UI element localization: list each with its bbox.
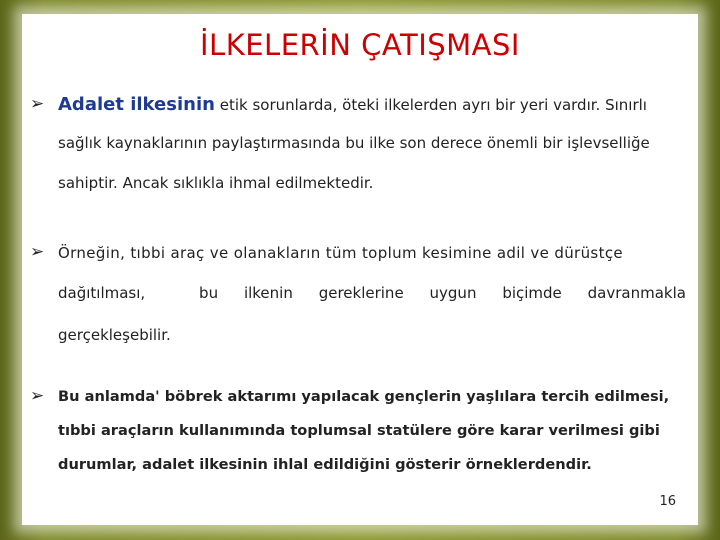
page-number: 16 (659, 494, 676, 509)
arrow-bullet-icon: ➢ (30, 242, 45, 262)
bullet-3-line-3: durumlar, adalet ilkesinin ihlal edildiğini gösterir örneklerdendir. (58, 456, 592, 473)
slide (22, 14, 698, 525)
arrow-bullet-icon: ➢ (30, 94, 45, 114)
bullet-1-line-1 (58, 94, 647, 115)
word: dağıtılması, (58, 284, 146, 302)
arrow-bullet-icon: ➢ (30, 386, 45, 406)
bullet-3-line-2: tıbbi araçların kullanımında toplumsal statülere göre karar verilmesi gibi (58, 422, 660, 439)
bullet-2-line-3: gerçekleşebilir. (58, 326, 171, 344)
word: gereklerine (318, 284, 404, 302)
bullet-2-line-2 (58, 284, 686, 302)
bullet-3-line-1: Bu anlamda' böbrek aktarımı yapılacak gençlerin yaşlılara tercih edilmesi, (58, 388, 670, 405)
slide-title: İLKELERİN ÇATIŞMASI (200, 28, 520, 62)
word: ilkenin (243, 284, 293, 302)
bullet-2-line-1: Örneğin, tıbbi araç ve olanakların tüm toplum kesimine adil ve dürüstçe (58, 244, 623, 262)
word: davranmakla (587, 284, 686, 302)
bullet-1-line-1-text: etik sorunlarda, öteki ilkelerden ayrı bir yeri vardır. Sınırlı (219, 96, 647, 114)
bullet-1-line-3: sahiptir. Ancak sıklıkla ihmal edilmektedir. (58, 174, 374, 192)
word: bu (199, 284, 219, 302)
word: biçimde (502, 284, 562, 302)
bullet-1-lead: Adalet ilkesinin (58, 94, 215, 115)
word: uygun (429, 284, 477, 302)
bullet-1-line-2: sağlık kaynaklarının paylaştırmasında bu ilke son derece önemli bir işlevselliğe (58, 134, 650, 152)
